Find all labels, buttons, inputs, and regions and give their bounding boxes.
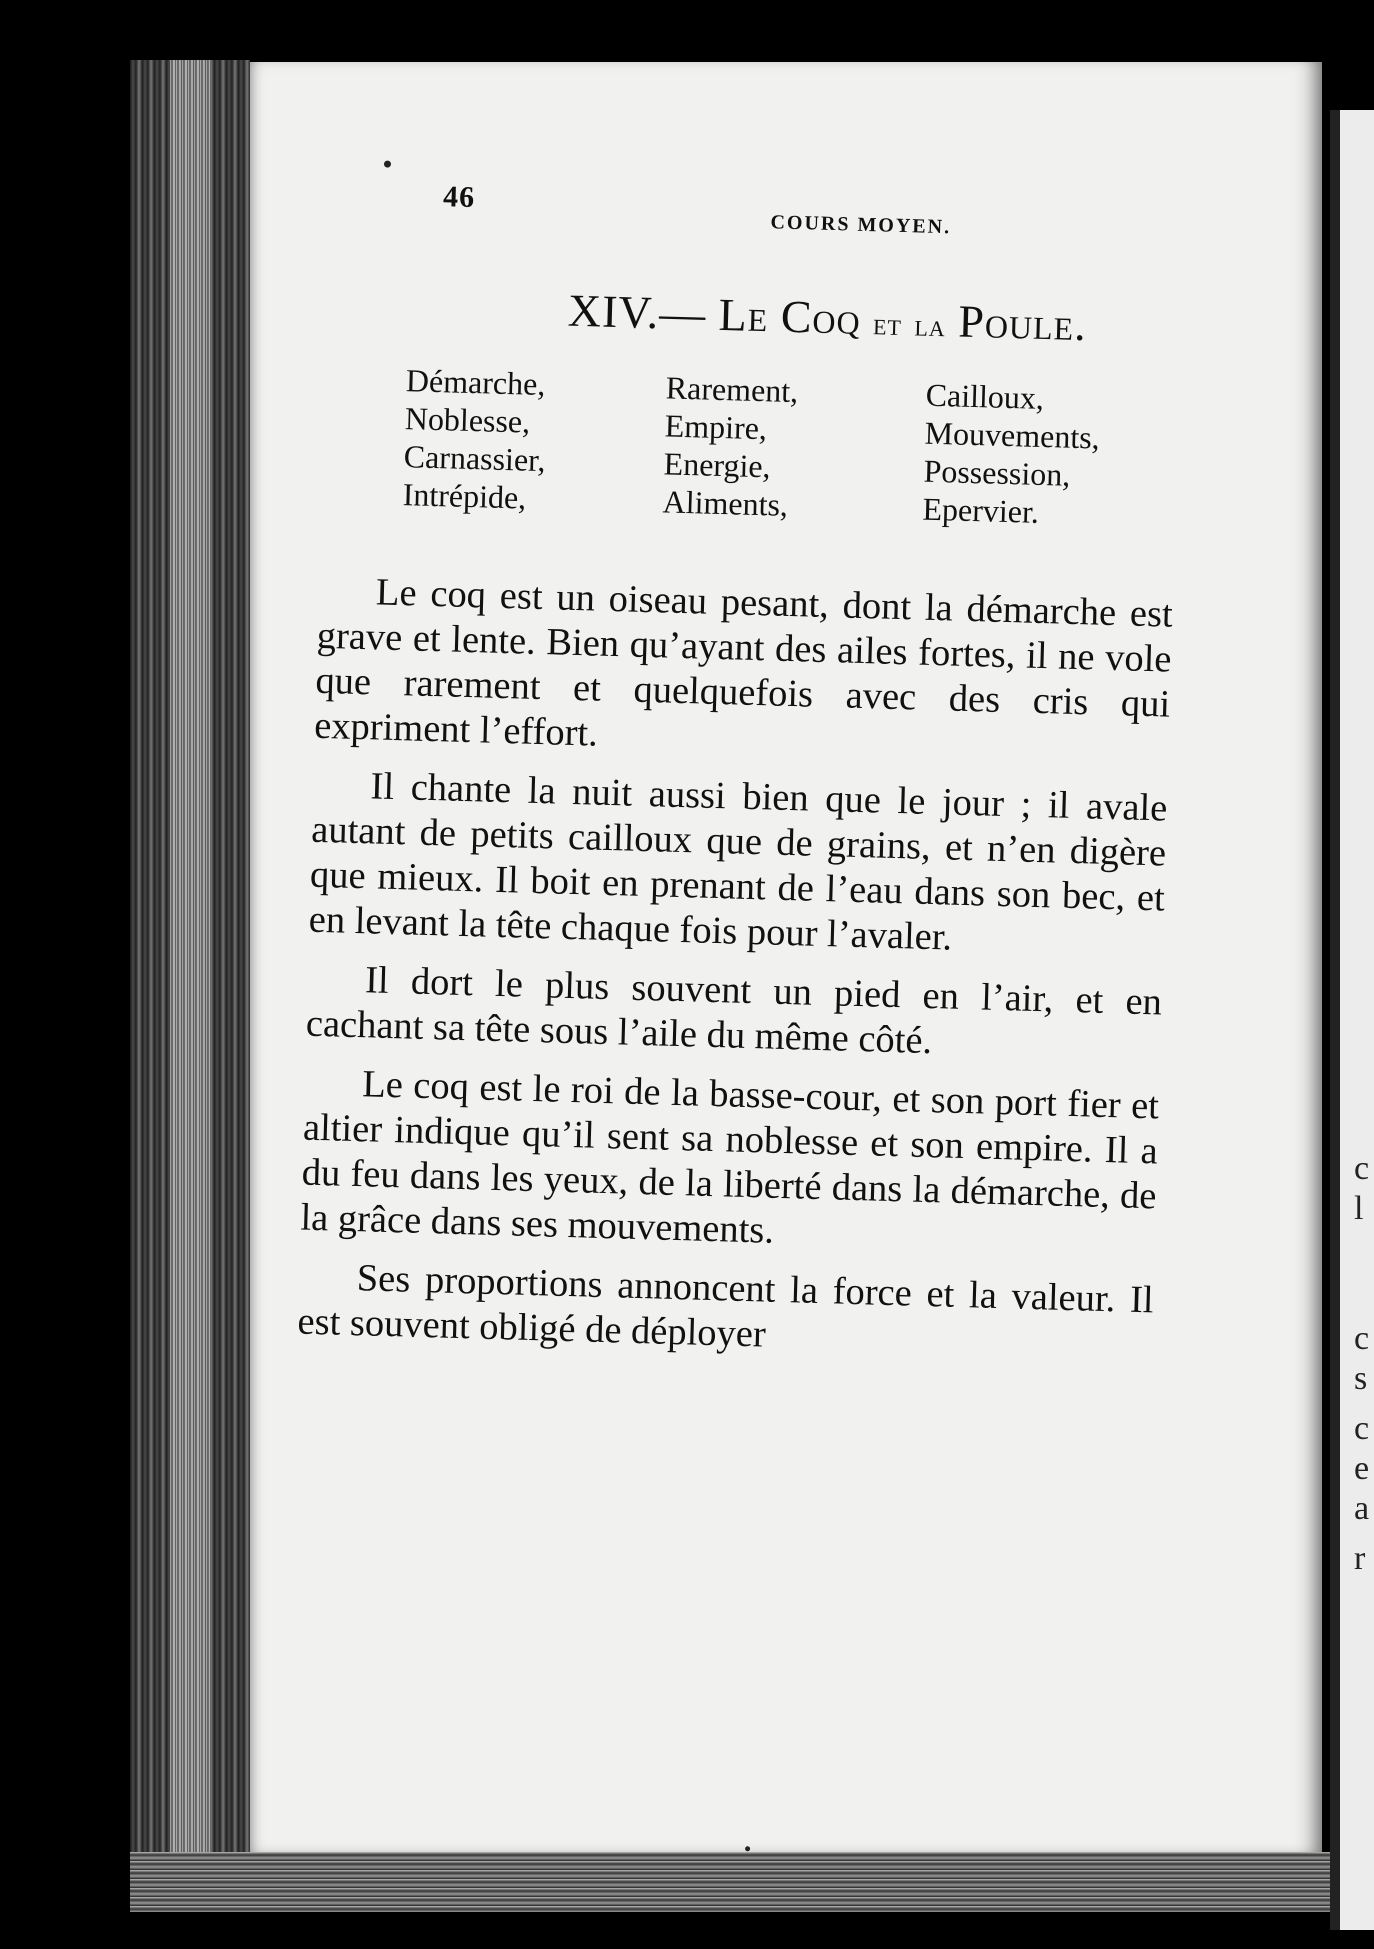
vocabulary-column [662, 368, 926, 527]
next-page-fragment: c [1354, 1320, 1370, 1357]
next-page-fragment: c [1354, 1150, 1370, 1187]
vocabulary-word: Aliments, [662, 483, 789, 523]
chapter-numeral: XIV. [567, 284, 660, 339]
running-head: COURS MOYEN. [770, 211, 952, 239]
chapter-title [567, 284, 1087, 351]
page-stack-edge [170, 60, 210, 1890]
title-word: Le [718, 288, 770, 342]
vocabulary-word: Epervier. [922, 490, 1040, 530]
next-page-fragment: e [1354, 1450, 1370, 1487]
page-number: 46 [442, 180, 476, 215]
next-page-fragment: l [1354, 1190, 1364, 1227]
title-word: et [872, 305, 903, 342]
book-page [250, 62, 1322, 1852]
title-word: la [913, 306, 947, 344]
paragraph: Le coq est un oiseau pesant, dont la démarche est grave et lente. Bien qu’ayant des ailes fortes, il ne vole que rarement et quelquefois avec des cris qui expriment l’effort. [313, 571, 1174, 755]
next-page-fragment: s [1354, 1360, 1368, 1397]
title-word: Coq [780, 290, 862, 344]
ink-speck [384, 160, 391, 167]
title-word: Poule. [957, 295, 1088, 351]
vocabulary-word: Carnassier, [403, 438, 547, 479]
next-page-fragment: r [1354, 1540, 1366, 1577]
vocabulary-column [922, 376, 1186, 535]
vocabulary-word: Cailloux, [925, 376, 1045, 416]
vocabulary-word: Noblesse, [404, 400, 531, 440]
vocabulary-word: Mouvements, [924, 414, 1101, 456]
body-text [297, 569, 1174, 1383]
paragraph: Il dort le plus souvent un pied en l’air, et en cachant sa tête sous l’aile du même côté. [305, 959, 1163, 1063]
vocabulary-word: Empire, [664, 407, 768, 447]
next-page-fragment: c [1354, 1410, 1370, 1447]
vocabulary-word: Energie, [663, 445, 772, 485]
chapter-dash: — [658, 287, 707, 340]
vocabulary-word: Rarement, [665, 369, 799, 410]
next-page-fragment: a [1354, 1490, 1370, 1527]
paragraph: Ses proportions annoncent la force et la valeur. Il est souvent obligé de déployer [297, 1257, 1155, 1356]
paragraph: Il chante la nuit aussi bien que le jour ; il avale autant de petits cailloux que de grains, et n’en digère que mieux. Il boit en prenant de l’eau dans son bec, et en levant la tête chaque fois pour l’avaler. [308, 765, 1168, 959]
vocabulary-column [402, 361, 666, 520]
vocabulary-list [402, 361, 1186, 535]
vocabulary-word: Possession, [923, 452, 1071, 493]
paragraph: Le coq est le roi de la basse-cour, et son port fier et altier indique qu’il sent sa noblesse et son empire. Il a du feu dans les yeux, de la liberté dans la démarche, de la grâce dans ses mouvements. [299, 1063, 1160, 1252]
page-content [225, 47, 1347, 1866]
vocabulary-word: Intrépide, [402, 476, 527, 516]
ink-speck [745, 1846, 750, 1851]
vocabulary-word: Démarche, [405, 362, 546, 403]
